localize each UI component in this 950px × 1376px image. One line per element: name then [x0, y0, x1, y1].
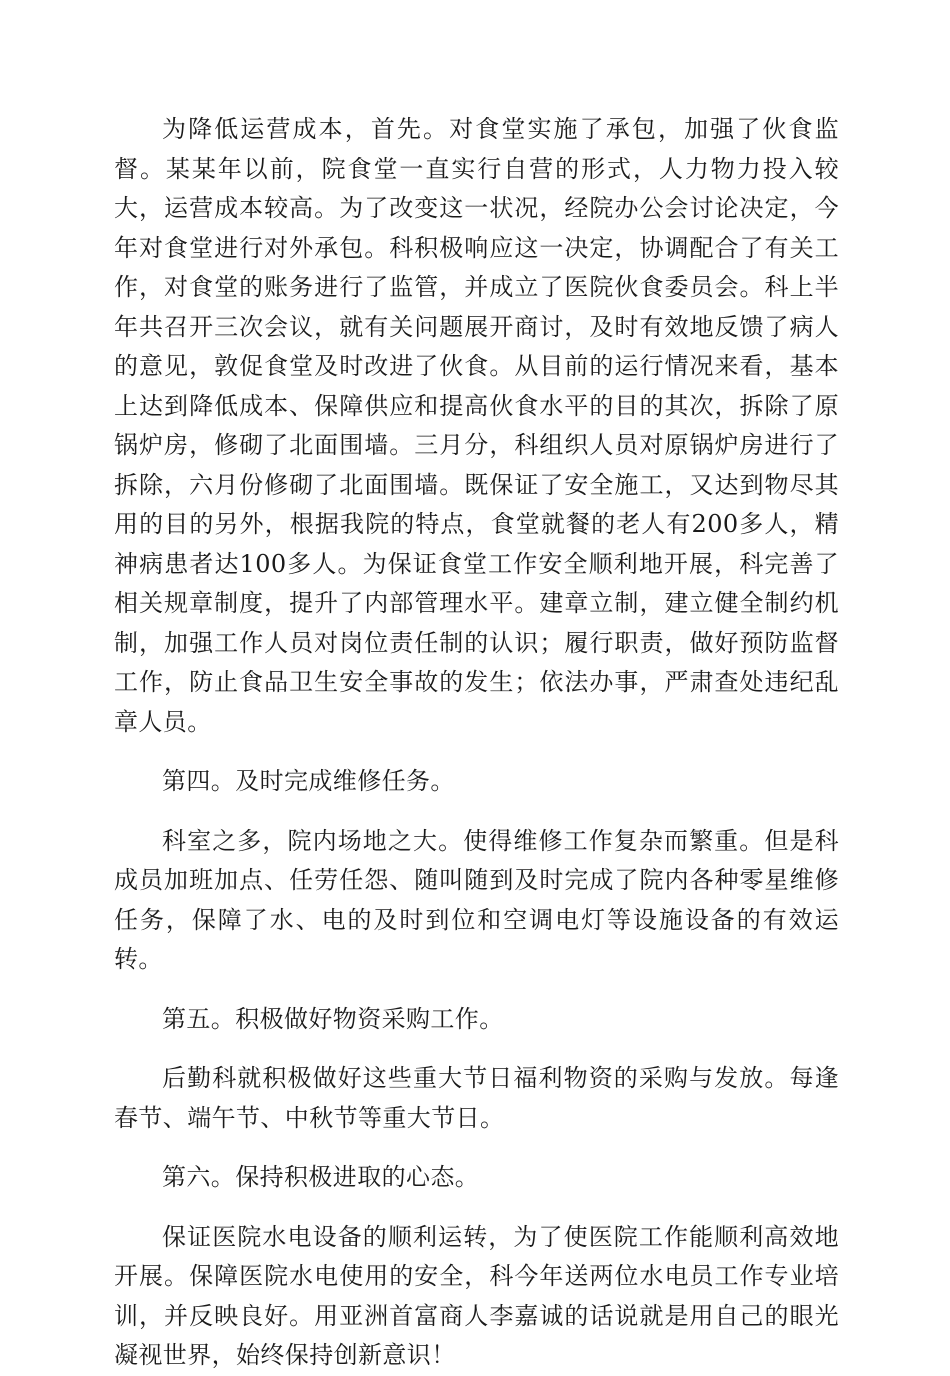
- paragraph-maintenance: 科室之多，院内场地之大。使得维修工作复杂而繁重。但是科成员加班加点、任劳任怨、随叫随到及时完成了院内各种零星维修任务，保障了水、电的及时到位和空调电灯等设施设备的有效运转。: [114, 826, 839, 973]
- paragraph-procurement: 后勤科就积极做好这些重大节日福利物资的采购与发放。每逢春节、端午节、中秋节等重大节日。: [114, 1064, 839, 1132]
- document-body: [114, 110, 839, 1376]
- heading-fourth-maintenance: 第四。及时完成维修任务。: [162, 767, 455, 795]
- heading-sixth-attitude: 第六。保持积极进取的心态。: [162, 1163, 480, 1191]
- paragraph-canteen-contracting: 为降低运营成本，首先。对食堂实施了承包，加强了伙食监督。某某年以前，院食堂一直实行自营的形式，人力物力投入较大，运营成本较高。为了改变这一状况，经院办公会讨论决定，今年对食堂进行对外承包。科积极响应这一决定，协调配合了有关工作，对食堂的账务进行了监管，并成立了医院伙食委员会。科上半年共召开三次会议，就有关问题展开商讨，及时有效地反馈了病人的意见，敦促食堂及时改进了伙食。从目前的运行情况来看，基本上达到降低成本、保障供应和提高伙食水平的目的其次，拆除了原锅炉房，修砌了北面围墙。三月分，科组织人员对原锅炉房进行了拆除，六月份修砌了北面围墙。既保证了安全施工，又达到物尽其用的目的另外，根据我院的特点，食堂就餐的老人有200多人，精神病患者达100多人。为保证食堂工作安全顺利地开展，科完善了相关规章制度，提升了内部管理水平。建章立制，建立健全制约机制，加强工作人员对岗位责任制的认识；履行职责，做好预防监督工作，防止食品卫生安全事故的发生；依法办事，严肃查处违纪乱章人员。: [114, 115, 839, 736]
- paragraph-attitude: 保证医院水电设备的顺利运转，为了使医院工作能顺利高效地开展。保障医院水电使用的安全，科今年送两位水电员工作专业培训，并反映良好。用亚洲首富商人李嘉诚的话说就是用自己的眼光凝视世界，始终保持创新意识！: [114, 1222, 839, 1369]
- heading-fifth-procurement: 第五。积极做好物资采购工作。: [162, 1004, 504, 1033]
